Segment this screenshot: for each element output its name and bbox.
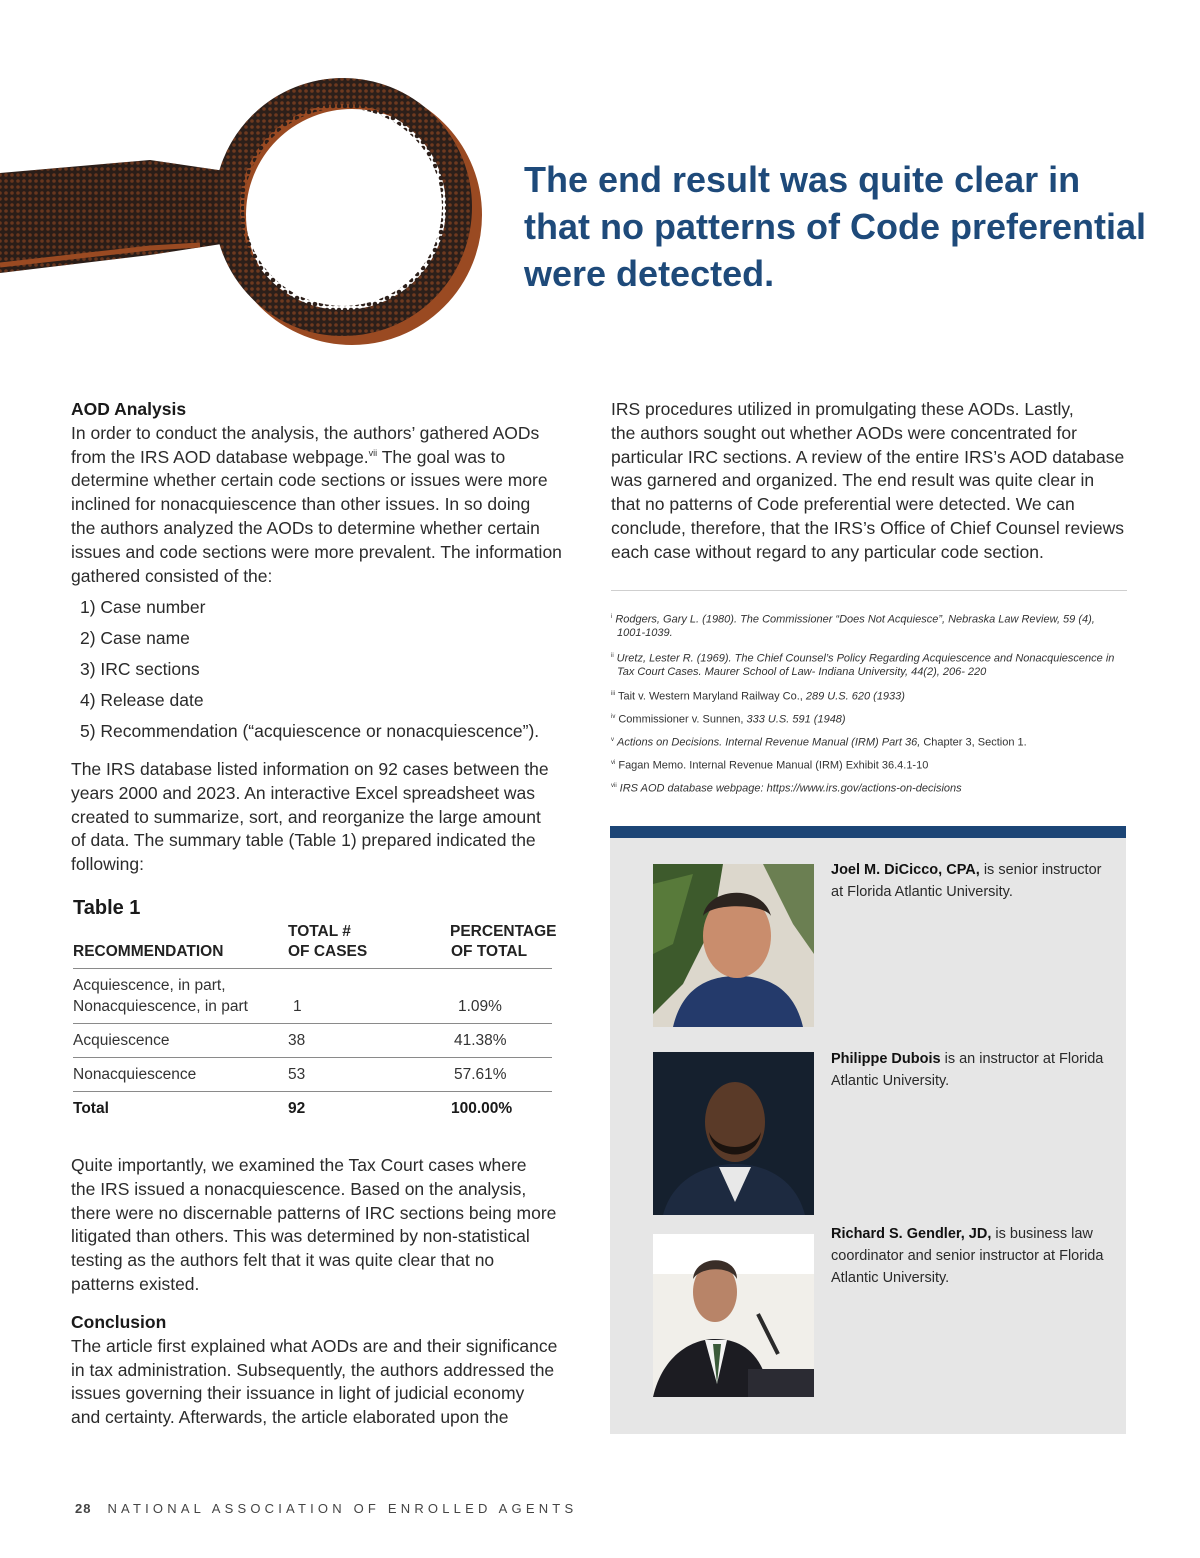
footnote-cont: 1001-1039. <box>617 627 673 639</box>
footnote-text: Commissioner v. Sunnen, <box>618 713 744 726</box>
author-name: Richard S. Gendler, JD, <box>831 1226 992 1242</box>
author-photo-gendler <box>653 1234 814 1397</box>
list-item: 2) Case name <box>80 628 190 648</box>
footnote <box>611 709 846 728</box>
footnote-text: Actions on Decisions. Internal Revenue Manual (IRM) Part 36, <box>617 736 921 749</box>
paragraph-line: inclined for nonacquiescence than other issues. In so doing <box>71 494 531 515</box>
author-bio-text: at Florida Atlantic University. <box>831 884 1013 900</box>
table-title: Table 1 <box>73 897 141 919</box>
row-cases: 53 <box>288 1066 306 1083</box>
footnote-text: Rodgers, Gary L. (1980). The Commissioner “Does Not Acquiesce”, Nebraska Law Review, 59 (4), <box>615 613 1095 626</box>
gathered-fields-list <box>80 596 539 751</box>
pull-quote-line: that no patterns of Code preferential <box>524 206 1147 247</box>
row-label: Acquiescence, in part, <box>73 977 226 994</box>
table-divider <box>73 968 552 969</box>
author-bio-text: is senior instructor <box>983 862 1102 878</box>
table-divider <box>73 1091 552 1092</box>
paragraph-line: patterns existed. <box>71 1273 200 1294</box>
magnifying-glass-illustration <box>0 55 500 365</box>
author-bio-text: is business law <box>995 1226 1093 1242</box>
total-label: Total <box>73 1100 109 1117</box>
footnote <box>611 778 962 797</box>
pull-quote <box>524 156 1147 297</box>
footnote-text: Tait v. Western Maryland Railway Co., <box>618 690 803 703</box>
author-bio-gendler <box>831 1223 1116 1289</box>
row-label: Nonacquiescence, in part <box>73 998 248 1015</box>
footnote <box>611 686 905 705</box>
footnote-mark: i <box>611 614 613 620</box>
paragraph-text: The goal was to <box>381 446 506 467</box>
footnote-citation: 333 U.S. 591 (1948) <box>743 713 846 726</box>
footnote-mark: iii <box>611 691 615 697</box>
paragraph-text: from the IRS AOD database webpage. <box>71 446 369 467</box>
paragraph-line: each case without regard to any particular code section. <box>611 541 1044 562</box>
paragraph-line: IRS procedures utilized in promulgating these AODs. Lastly, <box>611 399 1074 419</box>
right-column <box>611 398 1131 565</box>
footnote <box>611 755 928 774</box>
paragraph-line: and certainty. Afterwards, the article elaborated upon the <box>71 1407 509 1428</box>
conclusion-section <box>71 1311 591 1430</box>
row-cases: 1 <box>293 998 302 1015</box>
table-divider <box>73 1057 552 1058</box>
footnote-cont: Tax Court Cases. Maurer School of Law- Indiana University, 44(2), 206- 220 <box>617 666 987 678</box>
page-footer <box>75 1501 577 1516</box>
footnote <box>611 732 1027 751</box>
footnote <box>611 609 1095 628</box>
footnote-text: Fagan Memo. Internal Revenue Manual (IRM) Exhibit 36.4.1-10 <box>618 759 929 772</box>
row-cases: 38 <box>288 1032 306 1049</box>
list-item: 3) IRC sections <box>80 659 200 679</box>
paragraph-line: of data. The summary table (Table 1) prepared indicated the <box>71 830 536 851</box>
author-bio-text: is an instructor at Florida <box>944 1051 1104 1067</box>
footnote-ref: vii <box>368 447 378 458</box>
pull-quote-line: were detected. <box>524 253 775 294</box>
pull-quote-line: The end result was quite clear in <box>524 159 1081 200</box>
author-box-accent-bar <box>610 826 1126 838</box>
author-photo-dubois <box>653 1052 814 1215</box>
paragraph-line: issues governing their issuance in light of judicial economy <box>71 1383 525 1404</box>
row-label: Acquiescence <box>73 1032 170 1049</box>
paragraph-line: The article first explained what AODs are and their significance <box>71 1335 558 1356</box>
author-bio-dubois <box>831 1048 1116 1092</box>
total-cases: 92 <box>288 1100 306 1117</box>
header-cases-line1: TOTAL # <box>288 923 351 940</box>
total-pct: 100.00% <box>451 1100 513 1117</box>
paragraph-findings <box>71 1154 591 1297</box>
footnote-divider <box>611 590 1127 591</box>
footnote-mark: ii <box>611 653 614 659</box>
paragraph-line: litigated than others. This was determined by non-statistical <box>71 1226 530 1247</box>
row-pct: 1.09% <box>458 998 502 1015</box>
paragraph-line: in tax administration. Subsequently, the authors addressed the <box>71 1359 555 1380</box>
row-label: Nonacquiescence <box>73 1066 197 1083</box>
header-cases-line2: OF CASES <box>288 943 368 960</box>
list-item: 1) Case number <box>80 597 206 617</box>
author-bio-dicicco <box>831 859 1116 903</box>
footnote-text: Uretz, Lester R. (1969). The Chief Counsel’s Policy Regarding Acquiescence and Nonacquiescence in <box>616 652 1115 665</box>
row-pct: 41.38% <box>454 1032 507 1049</box>
table-divider <box>73 1023 552 1024</box>
author-bio-text: Atlantic University. <box>831 1073 950 1089</box>
author-name: Philippe Dubois <box>831 1051 941 1067</box>
paragraph-line: particular IRC sections. A review of the entire IRS’s AOD database <box>611 446 1125 467</box>
list-item: 4) Release date <box>80 690 204 710</box>
author-bio-text: coordinator and senior instructor at Florida <box>831 1248 1104 1264</box>
paragraph-database <box>71 758 591 877</box>
list-item: 5) Recommendation (“acquiescence or nonacquiescence”). <box>80 721 540 741</box>
paragraph-line: was garnered and organized. The end result was quite clear in <box>611 470 1095 491</box>
section-heading: AOD Analysis <box>71 399 187 419</box>
paragraph-line: Quite importantly, we examined the Tax Court cases where <box>71 1155 527 1175</box>
paragraph-line: determine whether certain code sections or issues were more <box>71 470 548 491</box>
paragraph-line: the IRS issued a nonacquiescence. Based on the analysis, <box>71 1178 527 1199</box>
paragraph-line: conclude, therefore, that the IRS’s Office of Chief Counsel reviews <box>611 517 1124 538</box>
footnote-citation: 289 U.S. 620 (1933) <box>802 690 905 703</box>
paragraph-line: that no patterns of Code preferential were detected. We can <box>611 494 1075 515</box>
header-pct-line2: OF TOTAL <box>451 943 528 960</box>
section-heading: Conclusion <box>71 1312 167 1332</box>
paragraph-line: years 2000 and 2023. An interactive Excel spreadsheet was <box>71 782 536 803</box>
author-bio-text: Atlantic University. <box>831 1270 950 1286</box>
row-pct: 57.61% <box>454 1066 507 1083</box>
footnote-link[interactable]: IRS AOD database webpage: https://www.irs.gov/actions-on-decisions <box>619 782 962 795</box>
footnote-mark: iv <box>611 714 616 720</box>
paragraph-line: the authors analyzed the AODs to determine whether certain <box>71 517 540 538</box>
footnote-mark: v <box>611 737 614 743</box>
paragraph-line: issues and code sections were more prevalent. The information <box>71 541 562 562</box>
paragraph-line: gathered consisted of the: <box>71 565 273 586</box>
left-column <box>71 398 591 588</box>
paragraph-line: following: <box>71 854 144 875</box>
footnote-text: Chapter 3, Section 1. <box>920 736 1027 749</box>
paragraph-line: the authors sought out whether AODs were concentrated for <box>611 422 1077 443</box>
publication-name: NATIONAL ASSOCIATION OF ENROLLED AGENTS <box>107 1501 578 1516</box>
header-recommendation: RECOMMENDATION <box>73 943 224 960</box>
header-pct-line1: PERCENTAGE <box>450 923 557 940</box>
author-name: Joel M. DiCicco, CPA, <box>831 862 980 878</box>
paragraph-line: created to summarize, sort, and reorganize the large amount <box>71 806 541 827</box>
page-number: 28 <box>75 1501 92 1516</box>
footnote-mark: vi <box>611 760 616 766</box>
author-photo-dicicco <box>653 864 814 1027</box>
paragraph-line: there were no discernable patterns of IRC sections being more <box>71 1202 557 1223</box>
paragraph-line: testing as the authors felt that it was quite clear that no <box>71 1250 495 1271</box>
footnote-mark: vii <box>611 783 617 789</box>
paragraph-line: In order to conduct the analysis, the authors’ gathered AODs <box>71 422 540 443</box>
paragraph-line: The IRS database listed information on 92 cases between the <box>71 759 549 779</box>
paragraph-line <box>71 446 591 470</box>
